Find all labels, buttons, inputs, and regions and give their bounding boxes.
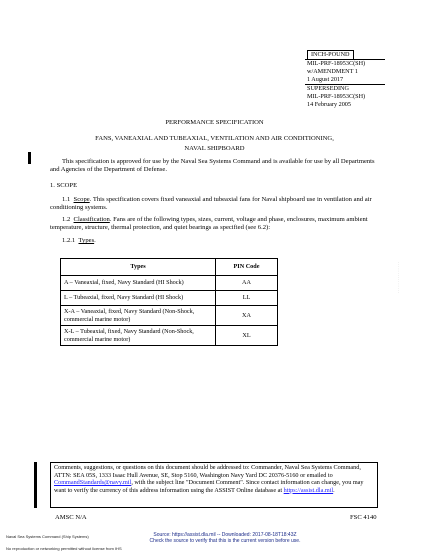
column-header-types: Types — [61, 259, 216, 276]
approval-statement: This specification is approved for use by the Naval Sea Systems Command and is available for use by all Departments and Agencies of the Department of Defense. — [50, 158, 375, 174]
table-row — [61, 291, 278, 306]
document-id-box — [305, 50, 385, 109]
superseded-number: MIL-PRF-18953C(SH) — [307, 93, 366, 100]
classification-label: Classification — [73, 216, 110, 223]
types-table — [60, 258, 278, 346]
change-bar — [34, 462, 37, 508]
table-row — [61, 276, 278, 291]
section-scope-heading: 1. SCOPE — [50, 182, 78, 189]
table-header-row — [61, 259, 278, 276]
superseded-date: 14 February 2005 — [307, 101, 351, 108]
type-cell: A – Vaneaxial, fixed, Navy Standard (HI Shock) — [61, 276, 216, 291]
inch-pound-label: INCH-POUND — [305, 50, 385, 59]
amendment-label: w/AMENDMENT 1 — [307, 68, 358, 75]
title-line-1: FANS, VANEAXIAL AND TUBEAXIAL, VENTILATION AND AIR CONDITIONING, — [95, 135, 334, 142]
scope-label: Scope — [73, 196, 90, 203]
superseding-label: SUPERSEDING — [305, 84, 385, 93]
types-label: Types — [78, 237, 95, 244]
source-line-2: Check the source to verify that this is the current version before use. — [149, 538, 301, 544]
amsc-label: AMSC N/A — [55, 514, 87, 521]
margin-watermark: · · · · · · · · · · · · · · · — [396, 262, 400, 294]
pin-code-cell: XA — [216, 306, 278, 326]
type-cell: X-A – Vaneaxial, fixed, Navy Standard (Non-Shock, commercial marine motor) — [61, 306, 216, 326]
pin-code-cell: AA — [216, 276, 278, 291]
column-header-pin-code: PIN Code — [216, 259, 278, 276]
footer-provider: Naval Sea Systems Command (Ship Systems) — [6, 534, 89, 539]
table-row — [61, 326, 278, 346]
change-bar — [28, 152, 31, 164]
paragraph-1-2: 1.2 Classification. Fans are of the following types, sizes, current, voltage and phase, enclosures, maximum ambient temperature, structure, thermal protection, and quiet bearings as specified (see 6.2): — [50, 216, 368, 232]
source-line-1: Source: https://assist.dla.mil -- Downloaded: 2017-08-18T18:43Z — [153, 532, 297, 538]
paragraph-1-1: 1.1 Scope. This specification covers fixed vaneaxial and tubeaxial fans for Naval shipboard use in ventilation and air conditioning systems. — [50, 196, 372, 212]
type-cell: L – Tubeaxial, fixed, Navy Standard (HI Shock) — [61, 291, 216, 306]
assist-link[interactable]: https://assist.dla.mil — [283, 486, 334, 494]
amendment-date: 1 August 2017 — [307, 76, 344, 83]
paragraph-1-2-1: 1.2.1 Types. — [62, 237, 96, 244]
pin-code-cell: LL — [216, 291, 278, 306]
document-number: MIL-PRF-18953C(SH) — [305, 59, 385, 68]
title-line-2: NAVAL SHIPBOARD — [184, 145, 245, 152]
comments-box: Comments, suggestions, or questions on this document should be addressed to: Commander, Naval Sea Systems Command, ATTN: SEA 05S, 1333 Isaac Hull Avenue, SE, Stop 5160, Washington Navy Yard DC 20376-5160 or emailed to CommandStandards@navy.mil, with the subject line "Document Comment". Since contact information can change, you may want to verify the currency of this address information using the ASSIST Online database at https://assist.dla.mil. — [50, 462, 378, 508]
pin-code-cell: XL — [216, 326, 278, 346]
document-type: PERFORMANCE SPECIFICATION — [165, 119, 264, 126]
fsc-label: FSC 4140 — [350, 514, 377, 521]
footer-license: No reproduction or networking permitted without license from IHS — [6, 546, 122, 551]
email-link[interactable]: CommandStandards@navy.mil — [54, 479, 132, 487]
type-cell: X-L – Tubeaxial, fixed, Navy Standard (Non-Shock, commercial marine motor) — [61, 326, 216, 346]
table-row — [61, 306, 278, 326]
